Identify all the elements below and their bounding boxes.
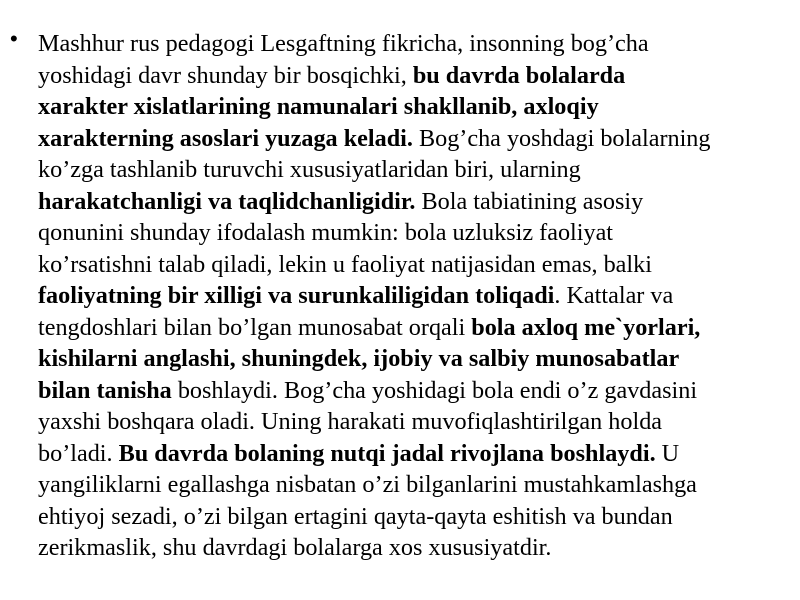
bold-text-run: bu davrda bolalarda xyxy=(412,61,626,89)
text-line xyxy=(38,312,790,344)
text-run: yoshidagi davr shunday bir bosqichki, xyxy=(38,61,413,89)
bold-text-run: bilan tanisha xyxy=(38,376,172,404)
text-line xyxy=(38,186,790,218)
text-run: Mashhur rus pedagogi Lesgaftning fikricha, insonning bog’cha xyxy=(38,30,649,57)
text-line xyxy=(38,469,790,501)
text-run: tengdoshlari bilan bo’lgan munosabat orqali xyxy=(38,313,472,341)
bold-text-run: harakatchanligi va taqlidchanligidir. xyxy=(38,187,416,215)
text-run: . Kattalar va xyxy=(554,282,674,309)
bold-text-run: kishilarni anglashi, shuningdek, ijobiy va salbiy munosabatlar xyxy=(38,345,680,372)
text-run: Bola tabiatining asosiy xyxy=(415,187,644,215)
bold-text-run: xarakterning asoslari yuzaga keladi. xyxy=(38,124,413,152)
bold-text-run: bola axloq me`yorlari, xyxy=(471,313,701,341)
text-line xyxy=(38,532,790,564)
bullet-marker: • xyxy=(10,26,18,51)
text-run: zerikmaslik, shu davrdagi bolalarga xos xususiyatdir. xyxy=(38,534,552,561)
text-line xyxy=(38,28,790,60)
text-line xyxy=(38,217,790,249)
text-run: ko’zga tashlanib turuvchi xususiyatlaridan biri, ularning xyxy=(38,156,581,183)
text-line xyxy=(38,249,790,281)
text-line xyxy=(38,154,790,186)
text-run: ko’rsatishni talab qiladi, lekin u faoliyat natijasidan emas, balki xyxy=(38,250,652,278)
text-run: yaxshi boshqara oladi. Uning harakati muvofiqlashtirilgan holda xyxy=(38,408,663,435)
bold-text-run: xarakter xislatlarining namunalari shakllanib, axloqiy xyxy=(38,93,599,120)
text-line xyxy=(38,438,790,470)
text-run: boshlaydi. Bog’cha yoshidagi bola endi o’z gavdasini xyxy=(171,376,698,404)
text-run: Bog’cha yoshdagi bolalarning xyxy=(412,124,711,152)
text-run: ehtiyoj sezadi, o’zi bilgan ertagini qayta-qayta eshitish va bundan xyxy=(38,502,673,530)
text-line xyxy=(38,375,790,407)
text-run: bo’ladi. xyxy=(38,439,119,467)
text-line xyxy=(38,60,790,92)
text-line xyxy=(38,406,790,438)
text-run: U xyxy=(655,439,680,467)
text-line xyxy=(38,91,790,123)
text-line xyxy=(38,343,790,375)
bold-text-run: faoliyatning bir xilligi va surunkaliligidan toliqadi xyxy=(38,282,555,309)
text-line xyxy=(38,123,790,155)
bullet-paragraph xyxy=(38,28,790,564)
bold-text-run: Bu davrda bolaning nutqi jadal rivojlana boshlaydi. xyxy=(118,439,656,467)
text-run: qonunini shunday ifodalash mumkin: bola uzluksiz faoliyat xyxy=(38,219,614,246)
text-line xyxy=(38,280,790,312)
text-line xyxy=(38,501,790,533)
text-run: yangiliklarni egallashga nisbatan o’zi bilganlarini mustahkamlashga xyxy=(38,471,697,498)
